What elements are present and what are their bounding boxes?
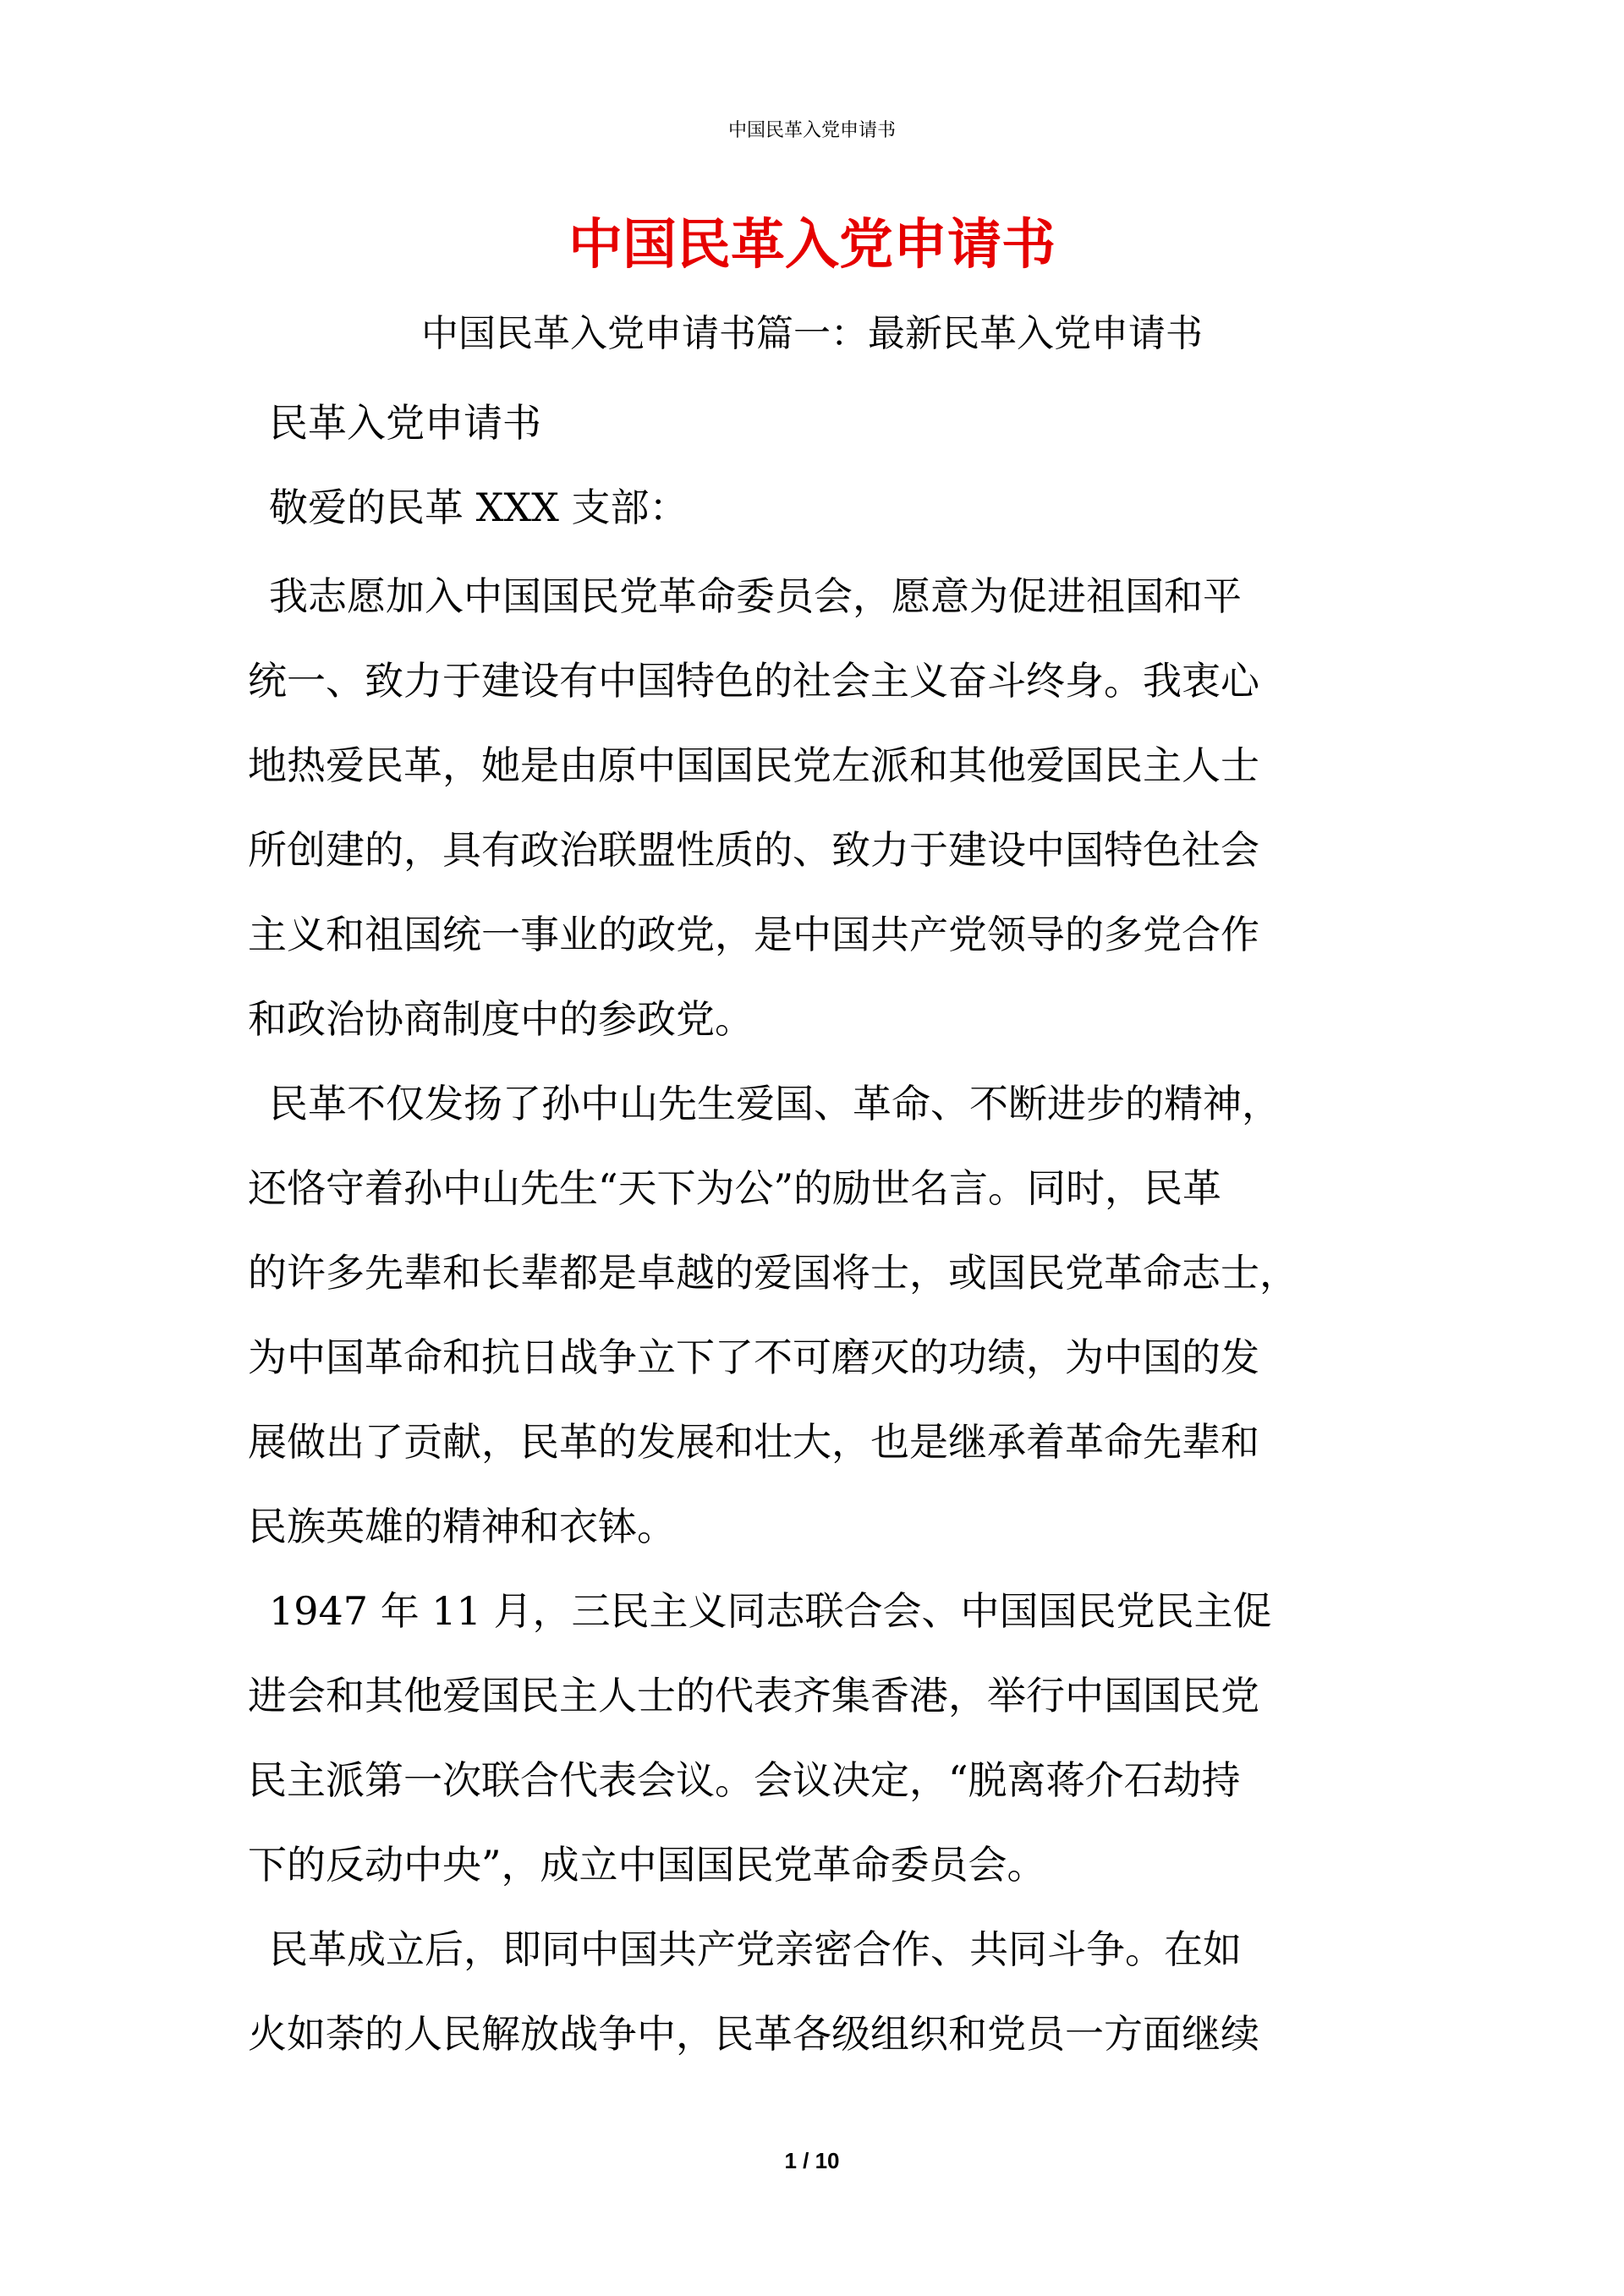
body-line: 民革不仅发扬了孙中山先生爱国、革命、不断进步的精神，: [269, 1081, 1281, 1126]
body-line: 1947 年 11 月，三民主义同志联合会、中国国民党民主促: [269, 1588, 1272, 1634]
body-line: 民革成立后，即同中国共产党亲密合作、共同斗争。在如: [269, 1926, 1242, 1972]
page-number: 1 / 10: [784, 2148, 840, 2173]
body-line: 进会和其他爱国民主人士的代表齐集香港，举行中国国民党: [248, 1673, 1259, 1718]
body-line: 还恪守着孙中山先生“天下为公”的励世名言。同时，民革: [248, 1165, 1222, 1211]
body-line: 我志愿加入中国国民党革命委员会，愿意为促进祖国和平: [269, 573, 1242, 619]
body-line: 的许多先辈和长辈都是卓越的爱国将士，或国民党革命志士，: [248, 1250, 1298, 1296]
body-line: 展做出了贡献，民革的发展和壮大，也是继承着革命先辈和: [248, 1419, 1259, 1465]
section-heading: 民革入党申请书: [269, 400, 541, 446]
salutation: 敬爱的民革 XXX 支部：: [269, 485, 689, 530]
body-line: 为中国革命和抗日战争立下了不可磨灭的功绩，为中国的发: [248, 1334, 1259, 1380]
body-line: 火如荼的人民解放战争中，民革各级组织和党员一方面继续: [248, 2011, 1259, 2057]
body-line: 地热爱民革，她是由原中国国民党左派和其他爱国民主人士: [248, 743, 1259, 788]
body-line: 统一、致力于建设有中国特色的社会主义奋斗终身。我衷心: [248, 658, 1259, 704]
document-subtitle: 中国民革入党申请书篇一：最新民革入党申请书: [421, 312, 1203, 355]
body-line: 和政治协商制度中的参政党。: [248, 996, 754, 1042]
document-title: 中国民革入党申请书: [568, 213, 1056, 277]
body-line: 下的反动中央”，成立中国国民党革命委员会。: [248, 1842, 1046, 1888]
body-line: 主义和祖国统一事业的政党，是中国共产党领导的多党合作: [248, 912, 1259, 957]
body-line: 民族英雄的精神和衣钵。: [248, 1504, 676, 1549]
body-line: 所创建的，具有政治联盟性质的、致力于建设中国特色社会: [248, 827, 1259, 873]
running-header: 中国民革入党申请书: [727, 120, 896, 141]
body-line: 民主派第一次联合代表会议。会议决定，“脱离蒋介石劫持: [248, 1757, 1241, 1803]
